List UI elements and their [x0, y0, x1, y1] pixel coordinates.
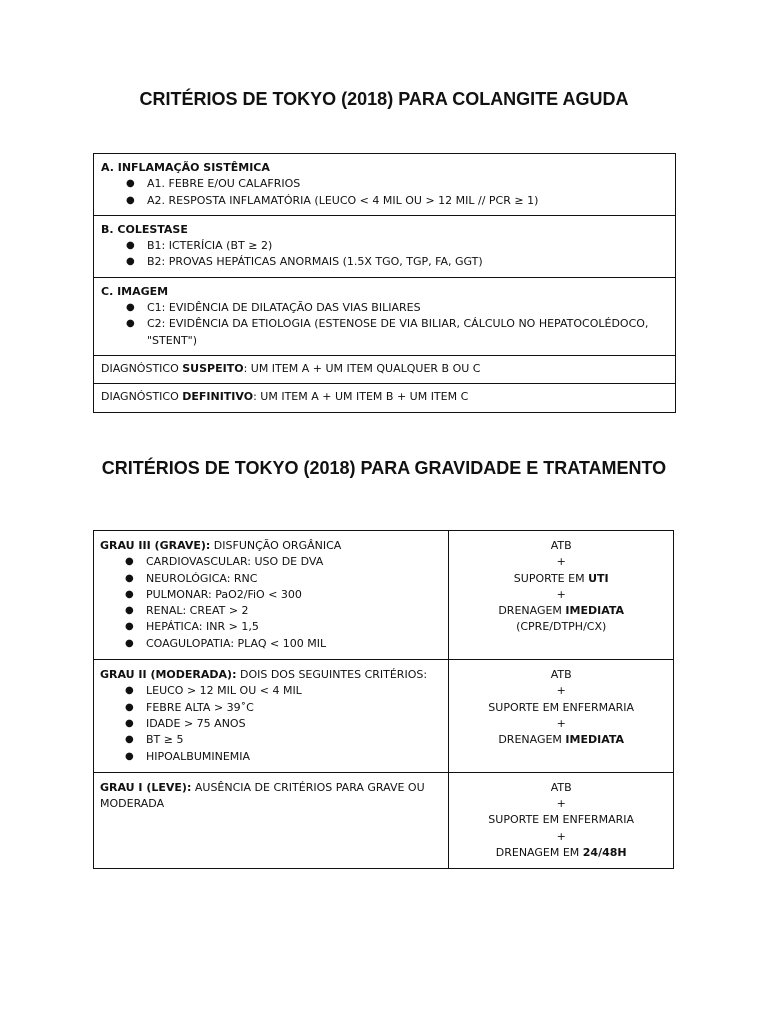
grau-3-treatment: ATB + SUPORTE EM UTI + DRENAGEM IMEDIATA (CPRE/DTPH/CX)	[449, 531, 674, 660]
section-a-list	[101, 176, 669, 209]
section-b-row	[94, 215, 676, 277]
bullet-icon: ●	[125, 637, 134, 649]
list-item: ● IDADE > 75 ANOS	[100, 716, 442, 732]
bullet-icon: ●	[125, 734, 134, 746]
section-b-list	[101, 238, 669, 271]
list-item: ● NEUROLÓGICA: RNC	[100, 571, 442, 587]
list-item: ● PULMONAR: PaO2/FiO < 300	[100, 587, 442, 603]
list-item: ● A1. FEBRE E/OU CALAFRIOS	[101, 176, 669, 192]
section-a-row	[94, 154, 676, 216]
grau-3-criteria: GRAU III (GRAVE): DISFUNÇÃO ORGÂNICA ● CARDIOVASCULAR: USO DE DVA ● NEUROLÓGICA: RNC ● PULMONAR: PaO2/FiO < 300 ● RENAL: CREAT > 2 ● HEPÁTICA: INR > 1,5 ● COAGULOPATIA: PLAQ < 100 MIL	[94, 531, 449, 660]
bullet-icon: ●	[126, 318, 135, 330]
section-c-cell	[94, 277, 676, 355]
grau-2-criteria: GRAU II (MODERADA): DOIS DOS SEGUINTES CRITÉRIOS: ● LEUCO > 12 MIL OU < 4 MIL ● FEBRE ALTA > 39˚C ● IDADE > 75 ANOS ● BT ≥ 5 ● HIPOALBUMINEMIA	[94, 660, 449, 773]
section-c-header: C. IMAGEM	[101, 284, 169, 298]
bullet-icon: ●	[125, 701, 134, 713]
diagnostico-suspeito-cell: DIAGNÓSTICO SUSPEITO: UM ITEM A + UM ITEM QUALQUER B OU C	[94, 355, 676, 383]
grau-1-treatment: ATB + SUPORTE EM ENFERMARIA + DRENAGEM EM 24/48H	[449, 772, 674, 868]
bullet-icon: ●	[125, 750, 134, 762]
bullet-icon: ●	[125, 621, 134, 633]
criteria-table	[93, 153, 676, 413]
bullet-icon: ●	[126, 240, 135, 252]
list-item: ● C2: EVIDÊNCIA DA ETIOLOGIA (ESTENOSE DE VIA BILIAR, CÁLCULO NO HEPATOCOLÉDOCO, "STENT")	[126, 317, 649, 347]
page-title-gravidade: CRITÉRIOS DE TOKYO (2018) PARA GRAVIDADE E TRATAMENTO	[101, 458, 667, 478]
bullet-icon: ●	[126, 194, 135, 206]
diagnostico-definitivo-cell: DIAGNÓSTICO DEFINITIVO: UM ITEM A + UM ITEM B + UM ITEM C	[94, 384, 676, 412]
bullet-icon: ●	[126, 302, 135, 314]
list-item: ● B1: ICTERÍCIA (BT ≥ 2)	[101, 238, 669, 254]
bullet-icon: ●	[125, 685, 134, 697]
bullet-icon: ●	[126, 178, 135, 190]
section-a-cell	[94, 154, 676, 216]
grau-3-row	[94, 531, 674, 660]
grau-1-criteria: GRAU I (LEVE): AUSÊNCIA DE CRITÉRIOS PARA GRAVE OU MODERADA	[94, 772, 449, 868]
list-item: ● RENAL: CREAT > 2	[100, 603, 442, 619]
grau-2-treatment: ATB + SUPORTE EM ENFERMARIA + DRENAGEM IMEDIATA	[449, 660, 674, 773]
bullet-icon: ●	[126, 256, 135, 268]
bullet-icon: ●	[125, 572, 134, 584]
grau-2-list	[100, 683, 442, 764]
diagnostico-suspeito-row	[94, 355, 676, 383]
severity-table	[93, 530, 674, 869]
bullet-icon: ●	[125, 588, 134, 600]
list-item: ● HEPÁTICA: INR > 1,5	[100, 619, 442, 635]
list-item: ● CARDIOVASCULAR: USO DE DVA	[100, 554, 442, 570]
bullet-icon: ●	[125, 605, 134, 617]
list-item: ● FEBRE ALTA > 39˚C	[100, 700, 442, 716]
diagnostico-definitivo-row	[94, 384, 676, 412]
bullet-icon: ●	[125, 717, 134, 729]
list-item: ● COAGULOPATIA: PLAQ < 100 MIL	[100, 636, 442, 652]
bullet-icon: ●	[125, 556, 134, 568]
list-item: ● B2: PROVAS HEPÁTICAS ANORMAIS (1.5X TGO, TGP, FA, GGT)	[101, 254, 669, 270]
list-item: ● HIPOALBUMINEMIA	[100, 749, 442, 765]
section-b-cell	[94, 215, 676, 277]
grau-1-row	[94, 772, 674, 868]
list-item: ● C1: EVIDÊNCIA DE DILATAÇÃO DAS VIAS BILIARES	[101, 300, 669, 316]
section-c-row	[94, 277, 676, 355]
page-title-colangite: CRITÉRIOS DE TOKYO (2018) PARA COLANGITE AGUDA	[139, 89, 629, 109]
list-item: ● A2. RESPOSTA INFLAMATÓRIA (LEUCO < 4 MIL OU > 12 MIL // PCR ≥ 1)	[101, 193, 669, 209]
section-c-list	[101, 300, 669, 349]
section-a-header: A. INFLAMAÇÃO SISTÊMICA	[101, 161, 270, 174]
list-item: ● LEUCO > 12 MIL OU < 4 MIL	[100, 683, 442, 699]
section-b-header: B. COLESTASE	[101, 222, 188, 236]
grau-2-row	[94, 660, 674, 773]
grau-3-list	[100, 554, 442, 652]
list-item: ● BT ≥ 5	[100, 732, 442, 748]
